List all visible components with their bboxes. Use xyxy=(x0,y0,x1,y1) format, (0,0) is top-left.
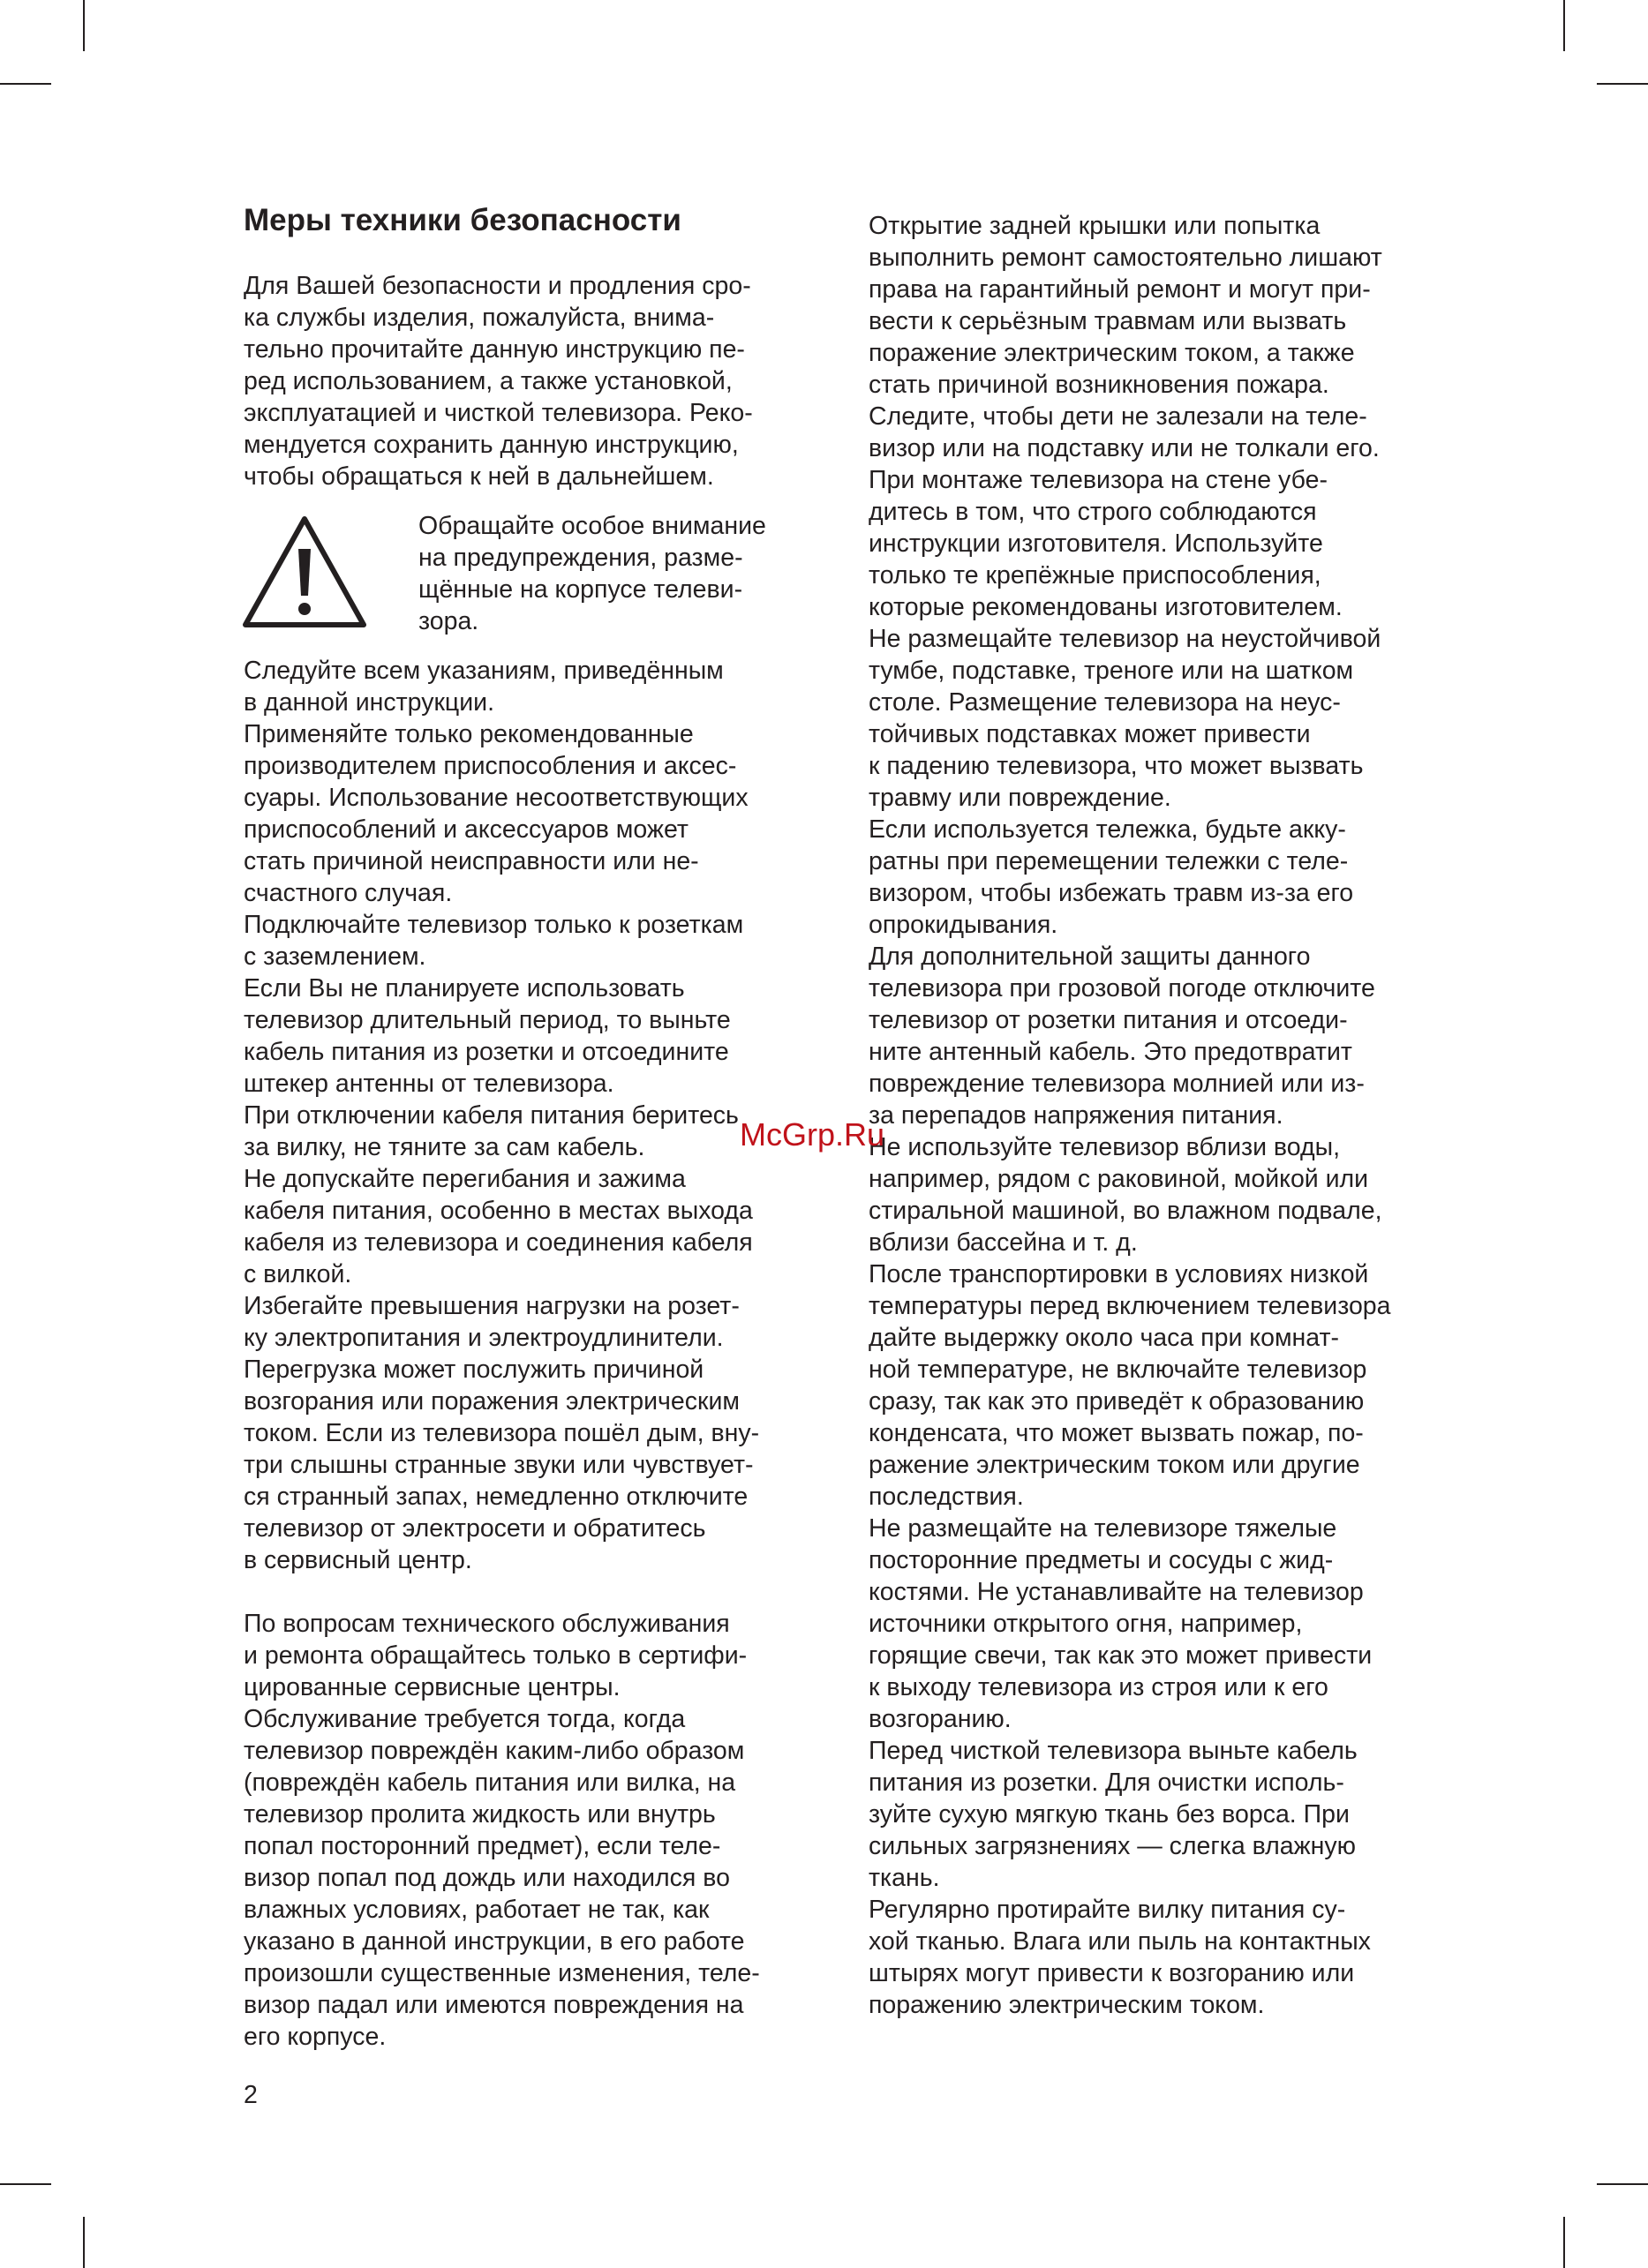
text-line: сильных загрязнениях — слегка влажную xyxy=(869,1832,1357,1860)
text-line: Следите, чтобы дети не залезали на теле- xyxy=(869,402,1367,431)
text-line: с вилкой. xyxy=(244,1260,352,1288)
text-line: При монтаже телевизора на стене убе- xyxy=(869,466,1328,494)
watermark: McGrp.Ru xyxy=(740,1116,885,1153)
page-title: Меры техники безопасности xyxy=(244,203,681,237)
text-line: Не размещайте на телевизоре тяжелые xyxy=(869,1514,1337,1543)
text-line: Регулярно протирайте вилку питания су- xyxy=(869,1896,1346,1924)
text-line: кабеля из телевизора и соединения кабеля xyxy=(244,1228,753,1257)
text-line: сразу, так как это приведёт к образованию xyxy=(869,1387,1365,1416)
text-line: только те крепёжные приспособления, xyxy=(869,561,1321,590)
text-line: Для дополнительной защиты данного xyxy=(869,942,1311,971)
text-line: По вопросам технического обслуживания xyxy=(244,1610,730,1638)
text-line: тойчивых подставках может привести xyxy=(869,720,1311,748)
text-line: Не размещайте телевизор на неустойчивой xyxy=(869,625,1381,653)
text-line: вести к серьёзным травмам или вызвать xyxy=(869,307,1347,335)
text-line: посторонние предметы и сосуды с жид- xyxy=(869,1546,1334,1574)
text-line: приспособлений и аксессуаров может xyxy=(244,815,689,844)
text-line: телевизор от электросети и обратитесь xyxy=(244,1514,706,1543)
text-line: последствия. xyxy=(869,1483,1024,1511)
text-line: повреждение телевизора молнией или из- xyxy=(869,1070,1365,1098)
warning-triangle-icon xyxy=(238,512,371,635)
text-line: например, рядом с раковиной, мойкой или xyxy=(869,1165,1369,1193)
text-line: горящие свечи, так как это может привести xyxy=(869,1641,1373,1670)
text-line: за вилку, не тяните за сам кабель. xyxy=(244,1133,645,1161)
text-line: Если используется тележка, будьте акку- xyxy=(869,815,1346,844)
text-line: в данной инструкции. xyxy=(244,688,494,717)
text-line: визор или на подставку или не толкали его. xyxy=(869,434,1380,462)
text-line: ните антенный кабель. Это предотвратит xyxy=(869,1038,1352,1066)
text-line: штекер антенны от телевизора. xyxy=(244,1070,614,1098)
text-line: к падению телевизора, что может вызвать xyxy=(869,752,1364,780)
crop-mark xyxy=(0,2183,51,2185)
text-line: Если Вы не планируете использовать xyxy=(244,974,685,1003)
text-line: дайте выдержку около часа при комнат- xyxy=(869,1324,1340,1352)
page-number: 2 xyxy=(244,2081,258,2109)
text-line: три слышны странные звуки или чувствует- xyxy=(244,1451,754,1479)
text-line: кабеля питания, особенно в местах выхода xyxy=(244,1197,753,1225)
text-line: за перепадов напряжения питания. xyxy=(869,1101,1283,1130)
text-line: Обслуживание требуется тогда, когда xyxy=(244,1705,686,1733)
crop-mark xyxy=(1563,2217,1565,2268)
text-line: телевизор длительный период, то выньте xyxy=(244,1006,731,1034)
text-line: в сервисный центр. xyxy=(244,1546,472,1574)
text-line: телевизор повреждён каким-либо образом xyxy=(244,1737,745,1765)
text-line: которые рекомендованы изготовителем. xyxy=(869,593,1343,621)
text-line: Перегрузка может послужить причиной xyxy=(244,1356,704,1384)
warning-note-line: зора. xyxy=(418,607,479,635)
text-line: мендуется сохранить данную инструкцию, xyxy=(244,431,739,459)
text-line: температуры перед включением телевизора xyxy=(869,1292,1391,1320)
text-line: ку электропитания и электроудлинители. xyxy=(244,1324,724,1352)
text-line: телевизора при грозовой погоде отключите xyxy=(869,974,1375,1003)
text-line: инструкции изготовителя. Используйте xyxy=(869,529,1323,558)
text-line: Избегайте превышения нагрузки на розет- xyxy=(244,1292,740,1320)
text-line: ка службы изделия, пожалуйста, внима- xyxy=(244,304,715,332)
text-line: поражение электрическим током, а также xyxy=(869,339,1355,367)
text-line: (повреждён кабель питания или вилка, на xyxy=(244,1769,736,1797)
text-line: При отключении кабеля питания беритесь xyxy=(244,1101,739,1130)
text-line: Подключайте телевизор только к розеткам xyxy=(244,911,744,939)
text-line: хой тканью. Влага или пыль на контактных xyxy=(869,1927,1371,1956)
text-line: вблизи бассейна и т. д. xyxy=(869,1228,1138,1257)
text-line: Перед чисткой телевизора выньте кабель xyxy=(869,1737,1358,1765)
warning-note-line: щённые на корпусе телеви- xyxy=(418,575,743,604)
text-line: телевизор от розетки питания и отсоеди- xyxy=(869,1006,1348,1034)
text-line: счастного случая. xyxy=(244,879,453,907)
text-line: штырях могут привести к возгоранию или xyxy=(869,1959,1355,1987)
crop-mark xyxy=(1563,0,1565,51)
text-line: визор падал или имеются повреждения на xyxy=(244,1991,744,2019)
text-line: травму или повреждение. xyxy=(869,784,1171,812)
text-line: и ремонта обращайтесь только в сертифи- xyxy=(244,1641,748,1670)
text-line: эксплуатацией и чисткой телевизора. Реко- xyxy=(244,399,753,427)
text-line: попал посторонний предмет), если теле- xyxy=(244,1832,721,1860)
text-line: опрокидывания. xyxy=(869,911,1058,939)
text-line: ражение электрическим током или другие xyxy=(869,1451,1360,1479)
text-line: выполнить ремонт самостоятельно лишают xyxy=(869,244,1382,272)
text-line: его корпусе. xyxy=(244,2023,387,2051)
crop-mark xyxy=(0,83,51,85)
text-line: дитесь в том, что строго соблюдаются xyxy=(869,498,1317,526)
crop-mark xyxy=(83,0,85,51)
text-line: ткань. xyxy=(869,1864,940,1892)
text-line: костями. Не устанавливайте на телевизор xyxy=(869,1578,1364,1606)
text-line: произошли существенные изменения, теле- xyxy=(244,1959,760,1987)
text-line: визором, чтобы избежать травм из-за его xyxy=(869,879,1354,907)
text-line: зуйте сухую мягкую ткань без ворса. При xyxy=(869,1800,1350,1829)
text-line: указано в данной инструкции, в его работе xyxy=(244,1927,745,1956)
text-line: с заземлением. xyxy=(244,942,426,971)
text-line: кабель питания из розетки и отсоедините xyxy=(244,1038,729,1066)
text-line: Следуйте всем указаниям, приведённым xyxy=(244,657,724,685)
text-line: возгорания или поражения электрическим xyxy=(244,1387,740,1416)
text-line: производителем приспособления и аксес- xyxy=(244,752,737,780)
text-line: к выходу телевизора из строя или к его xyxy=(869,1673,1328,1701)
text-line: стать причиной неисправности или не- xyxy=(244,847,699,875)
text-line: поражению электрическим током. xyxy=(869,1991,1265,2019)
text-line: Открытие задней крышки или попытка xyxy=(869,212,1321,240)
text-line: После транспортировки в условиях низкой xyxy=(869,1260,1369,1288)
text-line: чтобы обращаться к ней в дальнейшем. xyxy=(244,462,714,491)
text-line: стиральной машиной, во влажном подвале, xyxy=(869,1197,1382,1225)
text-line: ратны при перемещении тележки с теле- xyxy=(869,847,1349,875)
text-line: тумбе, подставке, треноге или на шатком xyxy=(869,657,1354,685)
text-line: током. Если из телевизора пошёл дым, вну- xyxy=(244,1419,760,1447)
crop-mark xyxy=(83,2217,85,2268)
text-line: визор попал под дождь или находился во xyxy=(244,1864,730,1892)
text-line: ся странный запах, немедленно отключите xyxy=(244,1483,749,1511)
text-line: источники открытого огня, например, xyxy=(869,1610,1303,1638)
text-line: возгоранию. xyxy=(869,1705,1012,1733)
text-line: Не допускайте перегибания и зажима xyxy=(244,1165,686,1193)
text-line: тельно прочитайте данную инструкцию пе- xyxy=(244,335,745,364)
text-line: питания из розетки. Для очистки исполь- xyxy=(869,1769,1344,1797)
text-line: влажных условиях, работает не так, как xyxy=(244,1896,710,1924)
text-line: столе. Размещение телевизора на неус- xyxy=(869,688,1341,717)
text-line: ной температуре, не включайте телевизор xyxy=(869,1356,1367,1384)
text-line: права на гарантийный ремонт и могут при- xyxy=(869,275,1371,304)
text-line: конденсата, что может вызвать пожар, по- xyxy=(869,1419,1364,1447)
warning-note-line: на предупреждения, разме- xyxy=(418,544,743,572)
crop-mark xyxy=(1597,2183,1648,2185)
text-line: стать причиной возникновения пожара. xyxy=(869,371,1329,399)
text-line: Для Вашей безопасности и продления сро- xyxy=(244,272,751,300)
text-line: Не используйте телевизор вблизи воды, xyxy=(869,1133,1341,1161)
warning-note-line: Обращайте особое внимание xyxy=(418,512,766,540)
text-line: телевизор пролита жидкость или внутрь xyxy=(244,1800,716,1829)
text-line: Применяйте только рекомендованные xyxy=(244,720,694,748)
text-line: цированные сервисные центры. xyxy=(244,1673,621,1701)
text-line: суары. Использование несоответствующих xyxy=(244,784,749,812)
text-line: ред использованием, а также установкой, xyxy=(244,367,733,395)
crop-mark xyxy=(1597,83,1648,85)
